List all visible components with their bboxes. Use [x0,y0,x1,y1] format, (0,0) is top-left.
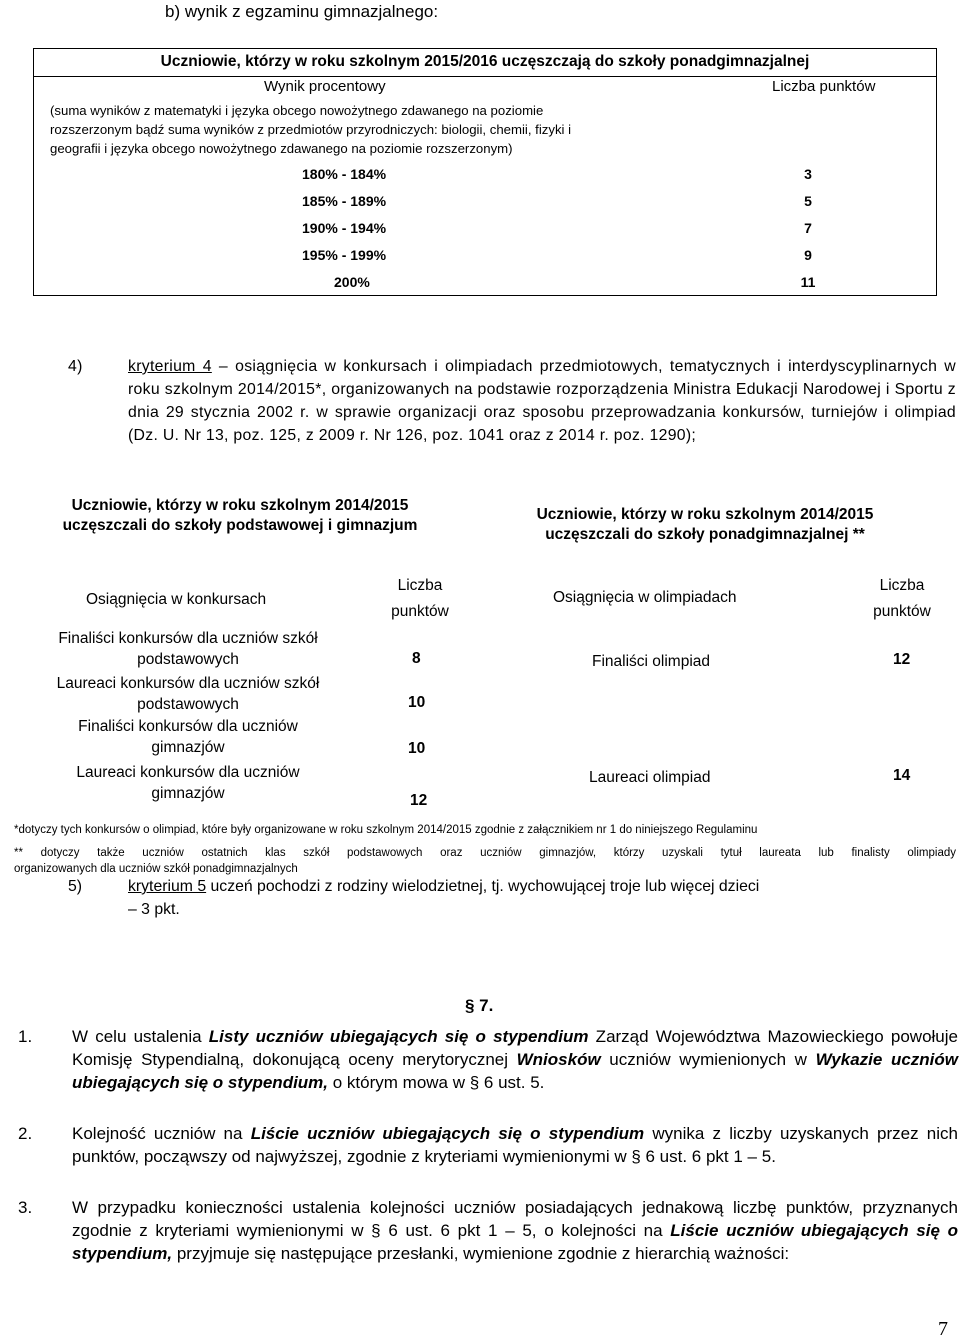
percent-description [50,101,740,158]
dash: – [211,358,236,375]
range-cell: 185% - 189% [302,193,387,209]
section-heading-b: b) wynik z egzaminu gimnazjalnego: [165,2,439,21]
heading-line: Uczniowie, którzy w roku szkolnym 2014/2015 [536,506,874,523]
contest-row-points: 10 [408,694,426,711]
list-number: 5) [68,878,83,895]
row-label-line: podstawowych [137,651,239,668]
table-row [34,242,938,269]
emphasis: Wykazie uczniów ubiegających się o stypendium, [72,1050,958,1092]
exam-table-title: Uczniowie, którzy w roku szkolnym 2015/2016 uczęszczają do szkoły ponadgimnazjalnej [34,49,936,77]
col-header-olympiads: Osiągnięcia w olimpiadach [553,589,737,606]
criterion-5-text [128,875,960,898]
col-header-line: Liczba [397,577,443,594]
text-part: W celu ustalenia [72,1027,209,1046]
text-part: o którym mowa w § 6 ust. 5. [328,1073,545,1092]
list-item-text [72,1025,958,1094]
row-label-line: Finaliści konkursów dla uczniów szkół [58,630,318,647]
contest-row-label [28,628,348,670]
desc-line: (suma wyników z matematyki i języka obcego nowożytnego zdawanego na poziomie [50,103,544,118]
emphasis: Liście uczniów ubiegających się o stypendium, [72,1221,959,1263]
points-cell: 7 [804,220,812,236]
criterion-desc: uczeń pochodzi z rodziny wielodzietnej, tj. wychowującej troje lub więcej dzieci [206,878,760,895]
list-item-text [72,1122,958,1168]
col-header-points [380,573,460,625]
points-cell: 5 [804,193,812,209]
table-row [34,269,938,296]
row-label-line: podstawowych [137,696,239,713]
range-cell: 195% - 199% [302,247,387,263]
emphasis: Listy uczniów ubiegających się o stypendium [208,1027,589,1046]
contest-row-points: 12 [410,792,428,809]
criterion-5-points: – 3 pkt. [128,901,180,918]
list-number: 3. [18,1198,33,1217]
points-cell: 3 [804,166,812,182]
list-number: 1. [18,1027,33,1046]
range-cell: 190% - 194% [302,220,387,236]
olympiad-row-label: Laureaci olimpiad [589,769,711,786]
olympiad-row-points: 12 [893,651,911,668]
row-label-line: Finaliści konkursów dla uczniów [78,718,298,735]
footnote-2-line2: organizowanych dla uczniów szkół ponadgimnazjalnych [14,863,298,875]
table3-heading [495,505,915,545]
row-label-line: Laureaci konkursów dla uczniów [76,764,300,781]
table-row [34,215,938,242]
desc-line: geografii i języka obcego nowożytnego zdawanego na poziomie rozszerzonym) [50,141,513,156]
range-cell: 200% [334,274,370,290]
contest-row-points: 10 [408,740,426,757]
col-header-line: Liczba [879,577,925,594]
contest-row-label [28,716,348,758]
row-label-line: gimnazjów [151,739,225,756]
col-header-points [862,573,942,625]
row-label-line: Laureaci konkursów dla uczniów szkół [56,675,320,692]
text-part: przyjmuje się następujące przesłanki, wymienione zgodnie z hierarchią ważności: [172,1244,790,1263]
table-row [34,188,938,215]
col-header-line: punktów [391,603,449,620]
page-number: 7 [938,1318,948,1340]
section-7-title: § 7. [465,996,494,1015]
table2-heading: Uczniowie, którzy w roku szkolnym 2014/2015 uczęszczali do szkoły podstawowej i gimnazjum [62,497,418,534]
text-part: Zarząd Województwa Mazowieckiego powołuje Komisję Stypendialną, dokonującą oceny merytorycznej [72,1027,958,1069]
olympiad-row-points: 14 [893,767,911,784]
table-row [34,161,938,188]
heading-line: uczęszczali do szkoły ponadgimnazjalnej ** [545,526,865,543]
contest-row-label [28,762,348,804]
criterion-desc: osiągnięcia w konkursach i olimpiadach przedmiotowych, tematycznych i interdyscyplinarnych w roku szkolnym 2014/2015*, organizowanych na podstawie rozporządzenia Ministra Edukacji Narodowej i Sportu z dnia 29 stycznia 2002 r. w sprawie organizacji oraz sposobu przeprowadzania konkursów, turniejów i olimpiad (Dz. U. Nr 13, poz. 125, z 2009 r. Nr 126, poz. 1041 oraz z 2014 r. poz. 1290); [128,358,957,444]
list-item-text [72,1196,958,1265]
row-label-line: gimnazjów [151,785,225,802]
olympiad-row-label: Finaliści olimpiad [592,653,711,670]
list-number: 2. [18,1124,33,1143]
points-cell: 11 [800,274,816,290]
footnote-2-line1: ** dotyczy także uczniów ostatnich klas szkół podstawowych oraz uczniów gimnazjów, którzy uzyskali tytuł laureata lub finalisty olimpiady [14,847,956,859]
criterion-label: kryterium 4 [128,358,212,375]
text-part: wynika z liczby uzyskanych przez nich punktów, począwszy od najwyższej, zgodnie z kryteriami wymienionymi w § 6 ust. 6 pkt 1 – 5. [72,1124,958,1166]
text-part: W przypadku konieczności ustalenia kolejności uczniów posiadających jednakową liczbę punktów, przyznanych zgodnie z kryteriami wymienionymi w § 6 ust. 6 pkt 1 – 5, o kolejności na [72,1198,958,1240]
emphasis: Liście uczniów ubiegających się o stypendium [250,1124,645,1143]
range-cell: 180% - 184% [302,166,387,182]
desc-line: rozszerzonym bądź suma wyników z przedmiotów przyrodniczych: biologii, chemii, fizyki i [50,122,572,137]
col-header-contests: Osiągnięcia w konkursach [86,591,267,608]
footnote-1: *dotyczy tych konkursów o olimpiad, które były organizowane w roku szkolnym 2014/2015 zgodnie z załącznikiem nr 1 do niniejszego Regulaminu [14,824,758,836]
text-part: uczniów wymienionych w [600,1050,816,1069]
emphasis: Wniosków [516,1050,601,1069]
col-header-points: Liczba punktów [772,78,876,95]
text-part: Kolejność uczniów na [72,1124,251,1143]
col-header-percent: Wynik procentowy [264,78,386,95]
exam-score-table [33,48,937,296]
contest-row-points: 8 [412,650,421,667]
criterion-4-text [128,355,956,447]
col-header-line: punktów [873,603,931,620]
points-cell: 9 [804,247,812,263]
list-number: 4) [68,358,83,375]
contest-row-label [28,673,348,715]
criterion-label: kryterium 5 [128,878,207,895]
